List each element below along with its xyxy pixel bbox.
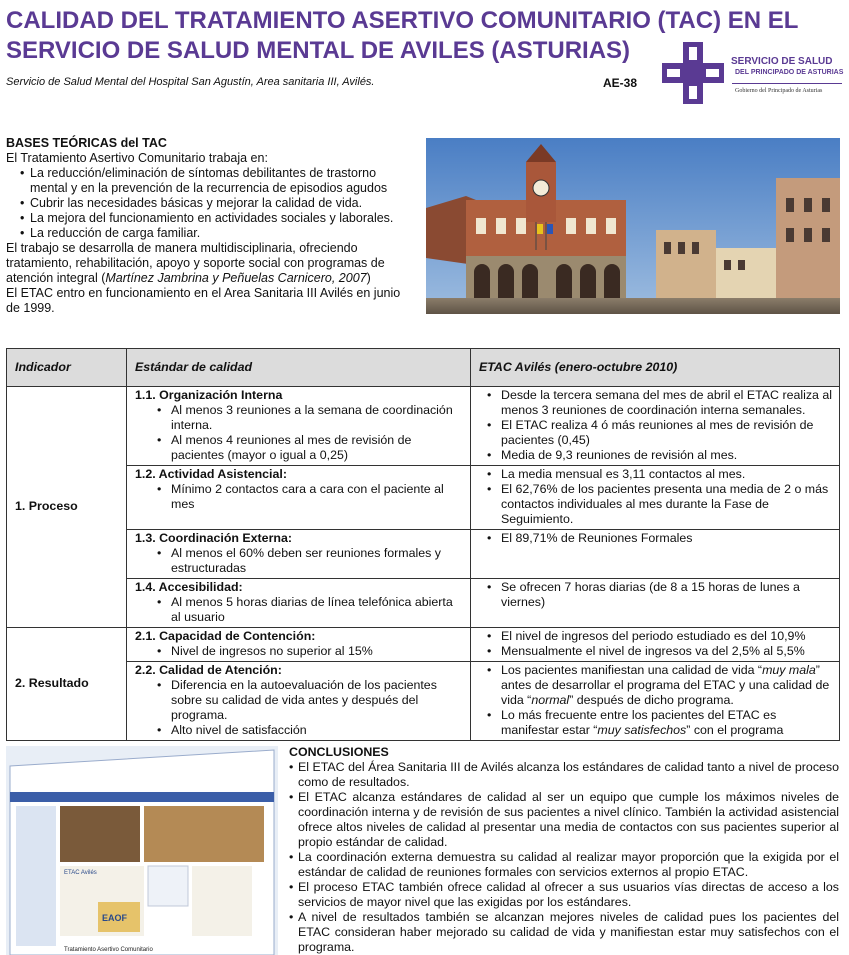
header-indicador: Indicador (7, 349, 127, 387)
text: Lo más frecuente entre los pacientes del ETAC es manifestar estar “ (501, 708, 777, 737)
list-item: • El 62,76% de los pacientes presenta una media de 2 o más contactos individuales al mes durante la Fase de Seguimiento. (487, 482, 833, 527)
list-item: • Media de 9,3 reuniones de revisión al mes. (487, 448, 833, 463)
list-item: • Mínimo 2 contactos cara a cara con el paciente al mes (157, 482, 464, 512)
town-hall-photo (426, 138, 840, 314)
eaof-label: EAOF (102, 913, 128, 923)
list-item: • Al menos 4 reuniones al mes de revisión de pacientes (mayor o igual a 0,25) (157, 433, 464, 463)
text: ” con el programa (686, 723, 784, 737)
logo-text-main: SERVICIO DE SALUD (731, 56, 833, 67)
list-item: • Al menos el 60% deben ser reuniones formales y estructuradas (157, 546, 464, 576)
table-row (7, 662, 840, 741)
list-item (487, 708, 833, 738)
poster-code: AE-38 (603, 76, 638, 90)
logo-divider (732, 83, 842, 84)
cross-logo-icon (662, 42, 724, 104)
standard-title: 1.4. Accesibilidad: (135, 580, 243, 594)
conclusiones-section (289, 745, 839, 955)
para-text-end: ) (366, 271, 371, 285)
standard-title: 1.1. Organización Interna (135, 388, 283, 402)
list-item: • El ETAC alcanza estándares de calidad al ser un equipo que cumple los máximos niveles de coordinación interna y de revisión de sus pacientes a nivel clínico. También la actividad asistencial ofrece altos niveles de calidad al presentar una media de contactos con sus pacientes superior al propio estándar de calidad. (289, 790, 839, 850)
list-item: • El ETAC del Área Sanitaria III de Avilés alcanza los estándares de calidad tanto a nivel de proceso como de resultados. (289, 760, 839, 790)
list-item: • La coordinación externa demuestra su calidad al realizar mayor proporción que la exigida por el estándar de calidad de reuniones formales con servicios externos al propio ETAC. (289, 850, 839, 880)
list-item: • La reducción de carga familiar. (20, 226, 416, 241)
title-line-1: CALIDAD DEL TRATAMIENTO ASERTIVO COMUNITARIO (TAC) EN EL (6, 7, 799, 34)
standard-title: 1.2. Actividad Asistencial: (135, 467, 287, 481)
table-row (7, 466, 840, 530)
bases-heading: BASES TEÓRICAS del TAC (6, 136, 167, 150)
standard-cell (127, 579, 471, 628)
logo-text-gov: Gobierno del Principado de Asturias (735, 88, 823, 94)
table-row (7, 387, 840, 466)
list-item: • Mensualmente el nivel de ingresos va del 2,5% al 5,5% (487, 644, 833, 659)
list-item: • La mejora del funcionamiento en actividades sociales y laborales. (20, 211, 416, 226)
list-item: • El 89,71% de Reuniones Formales (487, 531, 833, 546)
text: ” antes de desarrollar el programa del ETAC y una calidad de vida “ (501, 663, 830, 707)
quality-table (6, 348, 840, 741)
bases-section (6, 136, 416, 316)
list-item: • Desde la tercera semana del mes de abril el ETAC realiza al menos 3 reuniones de coordinación interna semanales. (487, 388, 833, 418)
bases-intro: El Tratamiento Asertivo Comunitario trabaja en: (6, 151, 268, 165)
standard-cell (127, 628, 471, 662)
list-item: • Cubrir las necesidades básicas y mejorar la calidad de vida. (20, 196, 416, 211)
standard-cell (127, 662, 471, 741)
table-row (7, 530, 840, 579)
result-cell (471, 628, 840, 662)
list-item: • Diferencia en la autoevaluación de los pacientes sobre su calidad de vida antes y después del programa. (157, 678, 464, 723)
logo-text-sub: DEL PRINCIPADO DE ASTURIAS (735, 69, 844, 76)
standard-cell (127, 530, 471, 579)
header-estandar: Estándar de calidad (127, 349, 471, 387)
list-item: • Alto nivel de satisfacción (157, 723, 464, 738)
list-item: • Se ofrecen 7 horas diarias (de 8 a 15 horas de lunes a viernes) (487, 580, 833, 610)
indicator-proceso: 1. Proceso (7, 387, 127, 628)
list-item: • El nivel de ingresos del periodo estudiado es del 10,9% (487, 629, 833, 644)
text: Los pacientes manifiestan una calidad de vida “ (501, 663, 763, 677)
table-row (7, 628, 840, 662)
result-cell (471, 662, 840, 741)
title-line-2: SERVICIO DE SALUD MENTAL DE AVILES (ASTURIAS) (6, 37, 631, 64)
emphasis: muy mala (762, 663, 816, 677)
header-etac: ETAC Avilés (enero-octubre 2010) (471, 349, 840, 387)
bases-list (6, 166, 416, 241)
list-item: • La media mensual es 3,11 contactos al mes. (487, 467, 833, 482)
text: ” después de dicho programa. (569, 693, 734, 707)
standard-title: 1.3. Coordinación Externa: (135, 531, 292, 545)
standard-cell (127, 466, 471, 530)
affiliation: Servicio de Salud Mental del Hospital San Agustín, Area sanitaria III, Avilés. (6, 76, 375, 88)
list-item: • El proceso ETAC también ofrece calidad al ofrecer a sus usuarios vías directas de acceso a los servicios de mayor nivel que las exigidas por los estándares. (289, 880, 839, 910)
result-cell (471, 579, 840, 628)
list-item: • Al menos 5 horas diarias de línea telefónica abierta al usuario (157, 595, 464, 625)
table-row (7, 579, 840, 628)
conclusiones-heading: CONCLUSIONES (289, 745, 389, 759)
citation: Martínez Jambrina y Peñuelas Carnicero, 2007 (105, 271, 367, 285)
bases-paragraph-2: El ETAC entro en funcionamiento en el Area Sanitaria III Avilés en junio de 1999. (6, 286, 401, 315)
list-item: • Nivel de ingresos no superior al 15% (157, 644, 464, 659)
list-item: • La reducción/eliminación de síntomas debilitantes de trastorno mental y en la prevención de la recurrencia de episodios agudos (20, 166, 416, 196)
standard-title: 2.2. Calidad de Atención: (135, 663, 282, 677)
bases-paragraph-1 (6, 241, 416, 286)
list-item: • A nivel de resultados también se alcanzan mejores niveles de calidad pues los pacientes del ETAC consideran haber mejorado su calidad de vida y manifiestan estar muy satisfechos con el programa. (289, 910, 839, 955)
list-item: • Al menos 3 reuniones a la semana de coordinación interna. (157, 403, 464, 433)
website-screenshot (6, 746, 278, 955)
result-cell (471, 387, 840, 466)
site-footer: Tratamiento Asertivo Comunitario (64, 947, 153, 953)
table-header-row (7, 349, 840, 387)
standard-title: 2.1. Capacidad de Contención: (135, 629, 316, 643)
servicio-salud-logo (662, 42, 847, 104)
emphasis: normal (531, 693, 570, 707)
site-title: ETAC Avilés (64, 870, 97, 876)
indicator-resultado: 2. Resultado (7, 628, 127, 741)
conclusiones-list (289, 760, 839, 955)
result-cell (471, 466, 840, 530)
result-cell (471, 530, 840, 579)
list-item: • El ETAC realiza 4 ó más reuniones al mes de revisión de pacientes (0,45) (487, 418, 833, 448)
para-text: El trabajo se desarrolla de manera multidisciplinaria, ofreciendo tratamiento, rehabilitación, apoyo y soporte social con programas de atención integral ( (6, 241, 385, 285)
list-item (487, 663, 833, 708)
standard-cell (127, 387, 471, 466)
emphasis: muy satisfechos (597, 723, 687, 737)
